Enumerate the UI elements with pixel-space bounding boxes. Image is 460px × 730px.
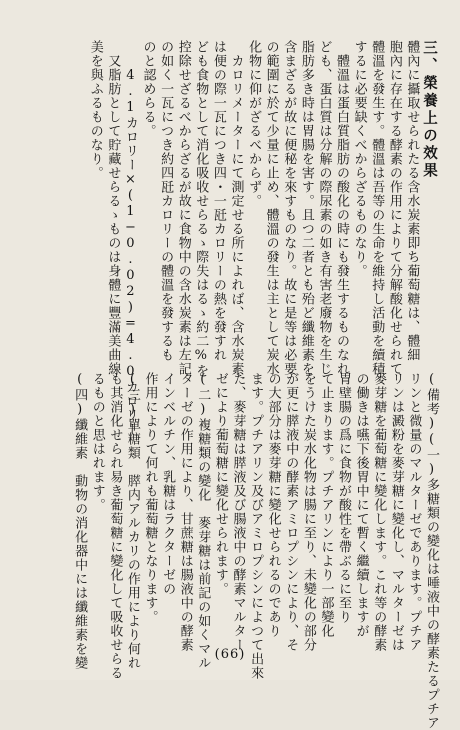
- text-line: するに必要缺くべからざるものなり。: [351, 40, 367, 278]
- note-line: ます。プチアリン及びアミロプシンによつて出來: [248, 372, 264, 680]
- note-line: て止まります。プチアリンにより一部變化: [318, 372, 334, 638]
- note-line: リンと微量のマルターゼであります。プチア: [406, 372, 422, 652]
- note-line: も其消化せられ易き葡萄糖に變化して吸收せらる: [107, 372, 123, 680]
- text-line: ども食物として消化吸收せらるゝ際失はるゝ約二%を: [193, 40, 209, 378]
- text-line: 體內に攝取せられたる含水炭素即ち葡萄糖は、體細: [404, 40, 420, 362]
- text-line: の範圍に於て少量に止め、體溫の發生は主として炭水: [263, 40, 279, 376]
- text-line: 化物に仰がざるべからず。: [246, 40, 262, 208]
- section-body: [86, 40, 438, 436]
- section-heading: 三、榮養上の效果: [421, 40, 438, 180]
- text-line: は便の際一瓦につき四・一瓩カロリーの熱を發すれ: [210, 40, 226, 362]
- note-line: の働きは嚥下後胃中にて暫く繼續しますが: [353, 372, 369, 638]
- note-line: の大部分は麥芽糖に變化せられるのであり: [265, 372, 281, 638]
- note-line: 作用によりて何れも葡萄糖となります。: [142, 372, 158, 624]
- text-line: ども、蛋白質は分解の際尿素の如き有害老廢物を生じ: [316, 40, 332, 376]
- text-line: 控除せざるべからざるが故に食物中の含水炭素は左記: [175, 40, 191, 376]
- text-line: 胞內に存在する酵素の作用によりて分解酸化せられて: [386, 40, 402, 376]
- text-line: 4.1カロリー×(1−0.02)=4.0カロリー: [122, 40, 138, 436]
- note-line: るものと思はれます。: [89, 372, 105, 512]
- text-line: 又脂肪として貯藏せらるゝものは身體に豐滿美曲線: [105, 40, 121, 376]
- note-line: が更に膵液中の酵素アミロプシンにより、そ: [283, 372, 299, 652]
- note-line: (四)纖維素 動物の消化器中には纖維素を變: [72, 372, 88, 670]
- text-line: のと認めらる。: [140, 40, 156, 138]
- note-line: リンは澱粉を麥芽糖に變化し、マルターゼは: [388, 372, 404, 652]
- text-line: の如く一瓦につき約四瓩カロリーの體溫を發するも: [158, 40, 174, 362]
- note-line: インベルチン、乳糖はラクターゼの: [160, 372, 176, 596]
- note-line: 麥芽糖を葡萄糖に變化します。これ等の酵素: [371, 372, 387, 652]
- note-line: (備考)(一)多糖類の變化は唾液中の酵素たるプチア: [424, 372, 439, 730]
- note-line: をうけた炭水化物は腸に至り、未變化の部分: [300, 372, 316, 652]
- text-line: 體溫は蛋白質脂肪の酸化の時にも發生するものなれ: [334, 40, 350, 376]
- text-line: 美を與ふるものなり。: [87, 40, 103, 180]
- page-number: (66): [214, 647, 246, 662]
- note-line: た、麥芽糖は膵液及び腸液中の酵素マルター: [230, 372, 246, 652]
- note-line: ゼにより葡萄糖に變化せられます。: [212, 372, 228, 596]
- text-line: 脂肪多き時は胃腸を害す。且つ二者とも殆ど纖維素を: [298, 40, 314, 376]
- note-line: (二)複糖類の變化 麥芽糖は前記の如くマル: [195, 372, 211, 670]
- note-line: (三)單糖類 膵内アルカリの作用により何れ: [124, 372, 140, 670]
- text-line: 體溫を發生す。體溫は吾等の生命を維持し活動を續積: [369, 40, 385, 376]
- text-line: カロリメーターにて測定せる所によれば、含水炭素: [228, 40, 244, 376]
- note-line: 胃壁腸の爲に食物が酸性を帶ぶるに至り: [336, 372, 352, 624]
- text-line: 含まざるが故に便秘を來すものなり。故に是等は必要: [281, 40, 297, 376]
- note-line: ターゼの作用により、甘蔗糖は腸液中の酵素: [177, 372, 193, 652]
